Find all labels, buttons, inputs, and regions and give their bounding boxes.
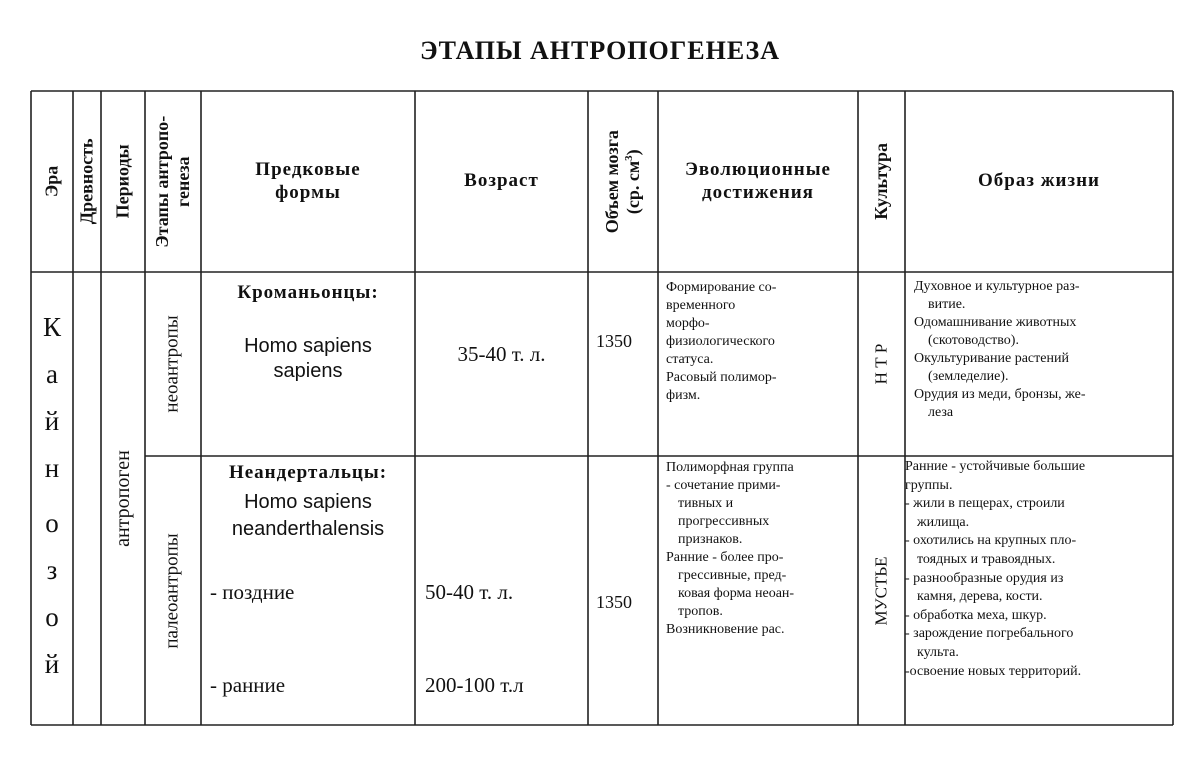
header-antiquity: Древность bbox=[76, 138, 97, 225]
era-letter: о bbox=[45, 602, 59, 632]
header-age: Возраст bbox=[464, 170, 539, 192]
stage-paleoanthropes: палеоантропы bbox=[162, 532, 184, 649]
evolution-cromagnon: Формирование со- временного морфо- физиологического статуса. Расовый полимор- физм. bbox=[666, 280, 777, 403]
early-neanderthal-label: - ранние bbox=[210, 673, 286, 697]
era-letter: К bbox=[42, 312, 61, 342]
lifestyle-cromagnon: Духовное и культурное раз- витие. Одомашнивание животных (скотоводство). Окультуривание растений (земледелие). Орудия из меди, бронзы, же- леза bbox=[914, 279, 1086, 420]
late-neanderthal-age: 50-40 т. л. bbox=[425, 580, 514, 604]
culture-mousterian: МУСТЬЕ bbox=[871, 555, 891, 626]
brain-volume-neanderthal: 1350 bbox=[596, 592, 632, 612]
header-culture: Культура bbox=[871, 143, 892, 220]
era-letter: й bbox=[44, 649, 60, 679]
header-periods: Периоды bbox=[112, 144, 133, 219]
header-stages: Этапы антропо- генеза bbox=[152, 115, 194, 248]
era-letter: н bbox=[44, 453, 60, 483]
brain-volume-cromagnon: 1350 bbox=[596, 331, 632, 351]
header-lifestyle: Образ жизни bbox=[978, 170, 1100, 192]
late-neanderthal-label: - поздние bbox=[210, 580, 295, 604]
culture-ntr: Н Т Р bbox=[871, 343, 891, 385]
lifestyle-neanderthal: Ранние - устойчивые большие группы. - жили в пещерах, строили жилища. - охотились на крупных пло- тоядных и травоядных. - разнообразные орудия из камня, дерева, кости. - обработка меха, шкур. - зарождение погребального культа. -освоение новых территорий. bbox=[905, 459, 1086, 679]
species-neanderthal: Homo sapiens neanderthalensis bbox=[231, 491, 385, 540]
early-neanderthal-age: 200-100 т.л bbox=[425, 673, 524, 697]
form-name-neanderthal: Неандертальцы: bbox=[228, 462, 388, 483]
form-name-cromagnon: Кроманьонцы: bbox=[237, 282, 379, 303]
evolution-neanderthal: Полиморфная группа - сочетание прими- тивных и прогрессивных признаков. Ранние - более про- грессивные, пред- ковая форма неоан- тропов. Возникновение рас. bbox=[666, 460, 795, 637]
header-brain-volume: Объем мозга (ср. $см^3$) bbox=[602, 129, 644, 234]
stage-neoanthropes: неоантропы bbox=[162, 315, 184, 413]
header-evolution: Эволюционные достижения bbox=[684, 158, 831, 203]
age-cromagnon: 35-40 т. л. bbox=[457, 342, 546, 366]
header-era: Эра bbox=[41, 165, 62, 198]
era-letter: й bbox=[44, 406, 60, 436]
species-cromagnon: Homo sapiens sapiens bbox=[244, 335, 372, 382]
era-letter: о bbox=[45, 508, 59, 538]
era-letter: а bbox=[46, 359, 58, 389]
period-name: антропоген bbox=[111, 450, 134, 547]
page-title: ЭТАПЫ АНТРОПОГЕНЕЗА bbox=[419, 36, 781, 65]
era-letter: з bbox=[46, 555, 58, 585]
header-ancestral-forms: Предковые формы bbox=[255, 158, 361, 203]
